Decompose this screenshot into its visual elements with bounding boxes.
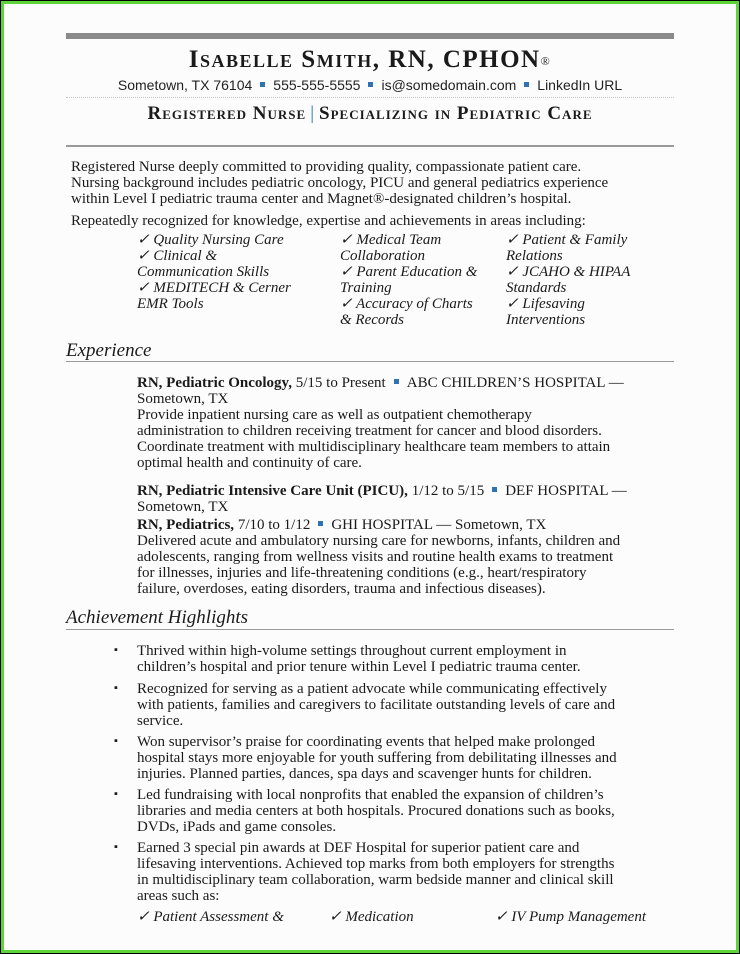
summary-intro: Repeatedly recognized for knowledge, expertise and achievements in areas including: xyxy=(71,213,586,229)
achievement-item xyxy=(137,787,615,835)
achievement-line: with patients, families and caregivers to facilitate outstanding levels of care and xyxy=(137,697,616,713)
summary-line: Nursing background includes pediatric oncology, PICU and general pediatrics experience xyxy=(71,175,609,191)
employer: DEF HOSPITAL — xyxy=(505,483,627,499)
achievement-line: hospital stays more enjoyable for youth suffering from debilitating illnesses and xyxy=(137,750,617,766)
skill: ✓ JCAHO & HIPAA xyxy=(506,264,631,280)
job-dates: 1/12 to 5/15 xyxy=(411,483,485,499)
skill: ✓ Clinical & xyxy=(137,248,218,264)
headline-left: Registered Nurse xyxy=(147,103,307,124)
bullet-icon xyxy=(260,82,265,87)
bullet-icon xyxy=(318,521,323,526)
achievement-item xyxy=(137,643,581,675)
achievement-line: Led fundraising with local nonprofits that enabled the expansion of children’s xyxy=(137,787,604,803)
bullet-icon xyxy=(492,487,497,492)
achievement-line: Won supervisor’s praise for coordinating events that helped make prolonged xyxy=(137,734,595,750)
bullet-icon: ▪ xyxy=(114,788,118,800)
skill: Collaboration xyxy=(340,248,426,264)
achievement-line: areas such as: xyxy=(137,888,220,904)
bullet-icon: ▪ xyxy=(114,735,118,747)
skill: EMR Tools xyxy=(137,296,204,312)
job-title: RN, Pediatric Oncology, xyxy=(137,375,292,391)
bullet-icon xyxy=(524,82,529,87)
achievement-skill: ✓ Medication xyxy=(329,909,414,925)
bullet-icon: ▪ xyxy=(114,644,118,656)
achievement-line: injuries. Planned parties, dances, spa days and scavenger hunts for children. xyxy=(137,766,592,782)
job-dates: 5/15 to Present xyxy=(295,375,386,391)
skill: ✓ Accuracy of Charts xyxy=(340,296,473,312)
candidate-name xyxy=(0,46,740,74)
job-location: Sometown, TX xyxy=(137,391,229,407)
job-desc: Provide inpatient nursing care as well as outpatient chemotherapy xyxy=(137,407,532,423)
job-2 xyxy=(137,483,627,597)
job-desc: Delivered acute and ambulatory nursing care for newborns, infants, children and xyxy=(137,533,621,549)
skill: Relations xyxy=(506,248,563,264)
achievement-line: in multidisciplinary team collaboration, warm bedside manner and clinical skill xyxy=(137,872,614,888)
job-desc: administration to children receiving treatment for cancer and blood disorders. xyxy=(137,423,602,439)
summary-line: Registered Nurse deeply committed to providing quality, compassionate patient care. xyxy=(71,159,582,175)
achievement-skill: ✓ IV Pump Management xyxy=(495,909,647,925)
divider xyxy=(66,629,674,630)
bullet-icon: ▪ xyxy=(114,682,118,694)
job-desc: Coordinate treatment with multidisciplinary healthcare team members to attain xyxy=(137,439,611,455)
achievement-line: libraries and media centers at both hospitals. Procured donations such as books, xyxy=(137,803,615,819)
registered-mark: ® xyxy=(540,54,552,68)
skill: ✓ Medical Team xyxy=(340,232,442,248)
achievement-line: children’s hospital and prior tenure within Level I pediatric trauma center. xyxy=(137,659,581,675)
skills-col-2 xyxy=(340,232,477,328)
skills-col-1 xyxy=(137,232,291,312)
summary xyxy=(71,159,608,229)
skill: Standards xyxy=(506,280,567,296)
skill: ✓ Lifesaving xyxy=(506,296,585,312)
job-desc: optimal health and continuity of care. xyxy=(137,455,362,471)
section-heading-experience: Experience xyxy=(66,340,152,361)
achievement-item xyxy=(137,681,615,729)
divider xyxy=(66,145,674,147)
headline xyxy=(0,103,740,125)
job-location: Sometown, TX xyxy=(137,499,229,515)
bullet-icon xyxy=(368,82,373,87)
divider xyxy=(66,361,674,362)
employer: GHI HOSPITAL — Sometown, TX xyxy=(331,517,547,533)
name-text: Isabelle Smith, RN, CPHON xyxy=(188,46,541,73)
skill: ✓ Parent Education & xyxy=(340,264,478,280)
job-1 xyxy=(137,375,624,471)
bullet-icon: ▪ xyxy=(114,841,118,853)
achievement-line: lifesaving interventions. Achieved top marks from both employers for strengths xyxy=(137,856,615,872)
achievement-line: Earned 3 special pin awards at DEF Hospital for superior patient care and xyxy=(137,840,580,856)
section-heading-achievements: Achievement Highlights xyxy=(66,607,249,628)
headline-right: Specializing in Pediatric Care xyxy=(319,103,593,124)
job-dates: 7/10 to 1/12 xyxy=(237,517,311,533)
address: Sometown, TX 76104 xyxy=(117,77,253,93)
achievement-item xyxy=(137,734,617,782)
skill: Interventions xyxy=(506,312,586,328)
achievement-line: Thrived within high-volume settings throughout current employment in xyxy=(137,643,567,659)
skill: ✓ MEDITECH & Cerner xyxy=(137,280,291,296)
employer: ABC CHILDREN’S HOSPITAL — xyxy=(406,375,624,391)
achievement-line: service. xyxy=(137,713,184,729)
job-desc: adolescents, ranging from wellness visits and routine health exams to treatment xyxy=(137,549,614,565)
skill: & Records xyxy=(340,312,405,328)
achievement-skill: ✓ Patient Assessment & xyxy=(137,909,284,925)
achievement-line: DVDs, iPads and game consoles. xyxy=(137,819,337,835)
phone: 555-555-5555 xyxy=(273,77,361,93)
skill: Communication Skills xyxy=(137,264,270,280)
linkedin: LinkedIn URL xyxy=(537,77,623,93)
skills-col-3 xyxy=(506,232,630,328)
job-desc: failure, overdoses, eating disorders, trauma and infectious diseases). xyxy=(137,581,546,597)
email: is@somedomain.com xyxy=(381,77,517,93)
top-bar xyxy=(66,33,674,39)
job-desc: for illnesses, injuries and life-threatening conditions (e.g., heart/respiratory xyxy=(137,565,587,581)
skill: ✓ Quality Nursing Care xyxy=(137,232,284,248)
skill: Training xyxy=(340,280,392,296)
achievement-line: Recognized for serving as a patient advocate while communicating effectively xyxy=(137,681,607,697)
bullet-icon xyxy=(394,379,399,384)
job-title: RN, Pediatrics, xyxy=(137,517,235,533)
job-title: RN, Pediatric Intensive Care Unit (PICU), xyxy=(137,483,408,499)
achievement-item xyxy=(137,840,614,904)
divider xyxy=(66,97,674,98)
skill: ✓ Patient & Family xyxy=(506,232,628,248)
contact-line xyxy=(0,77,740,93)
headline-separator: | xyxy=(310,103,316,124)
summary-line: within Level I pediatric trauma center and Magnet®-designated children’s hospital. xyxy=(71,191,572,207)
